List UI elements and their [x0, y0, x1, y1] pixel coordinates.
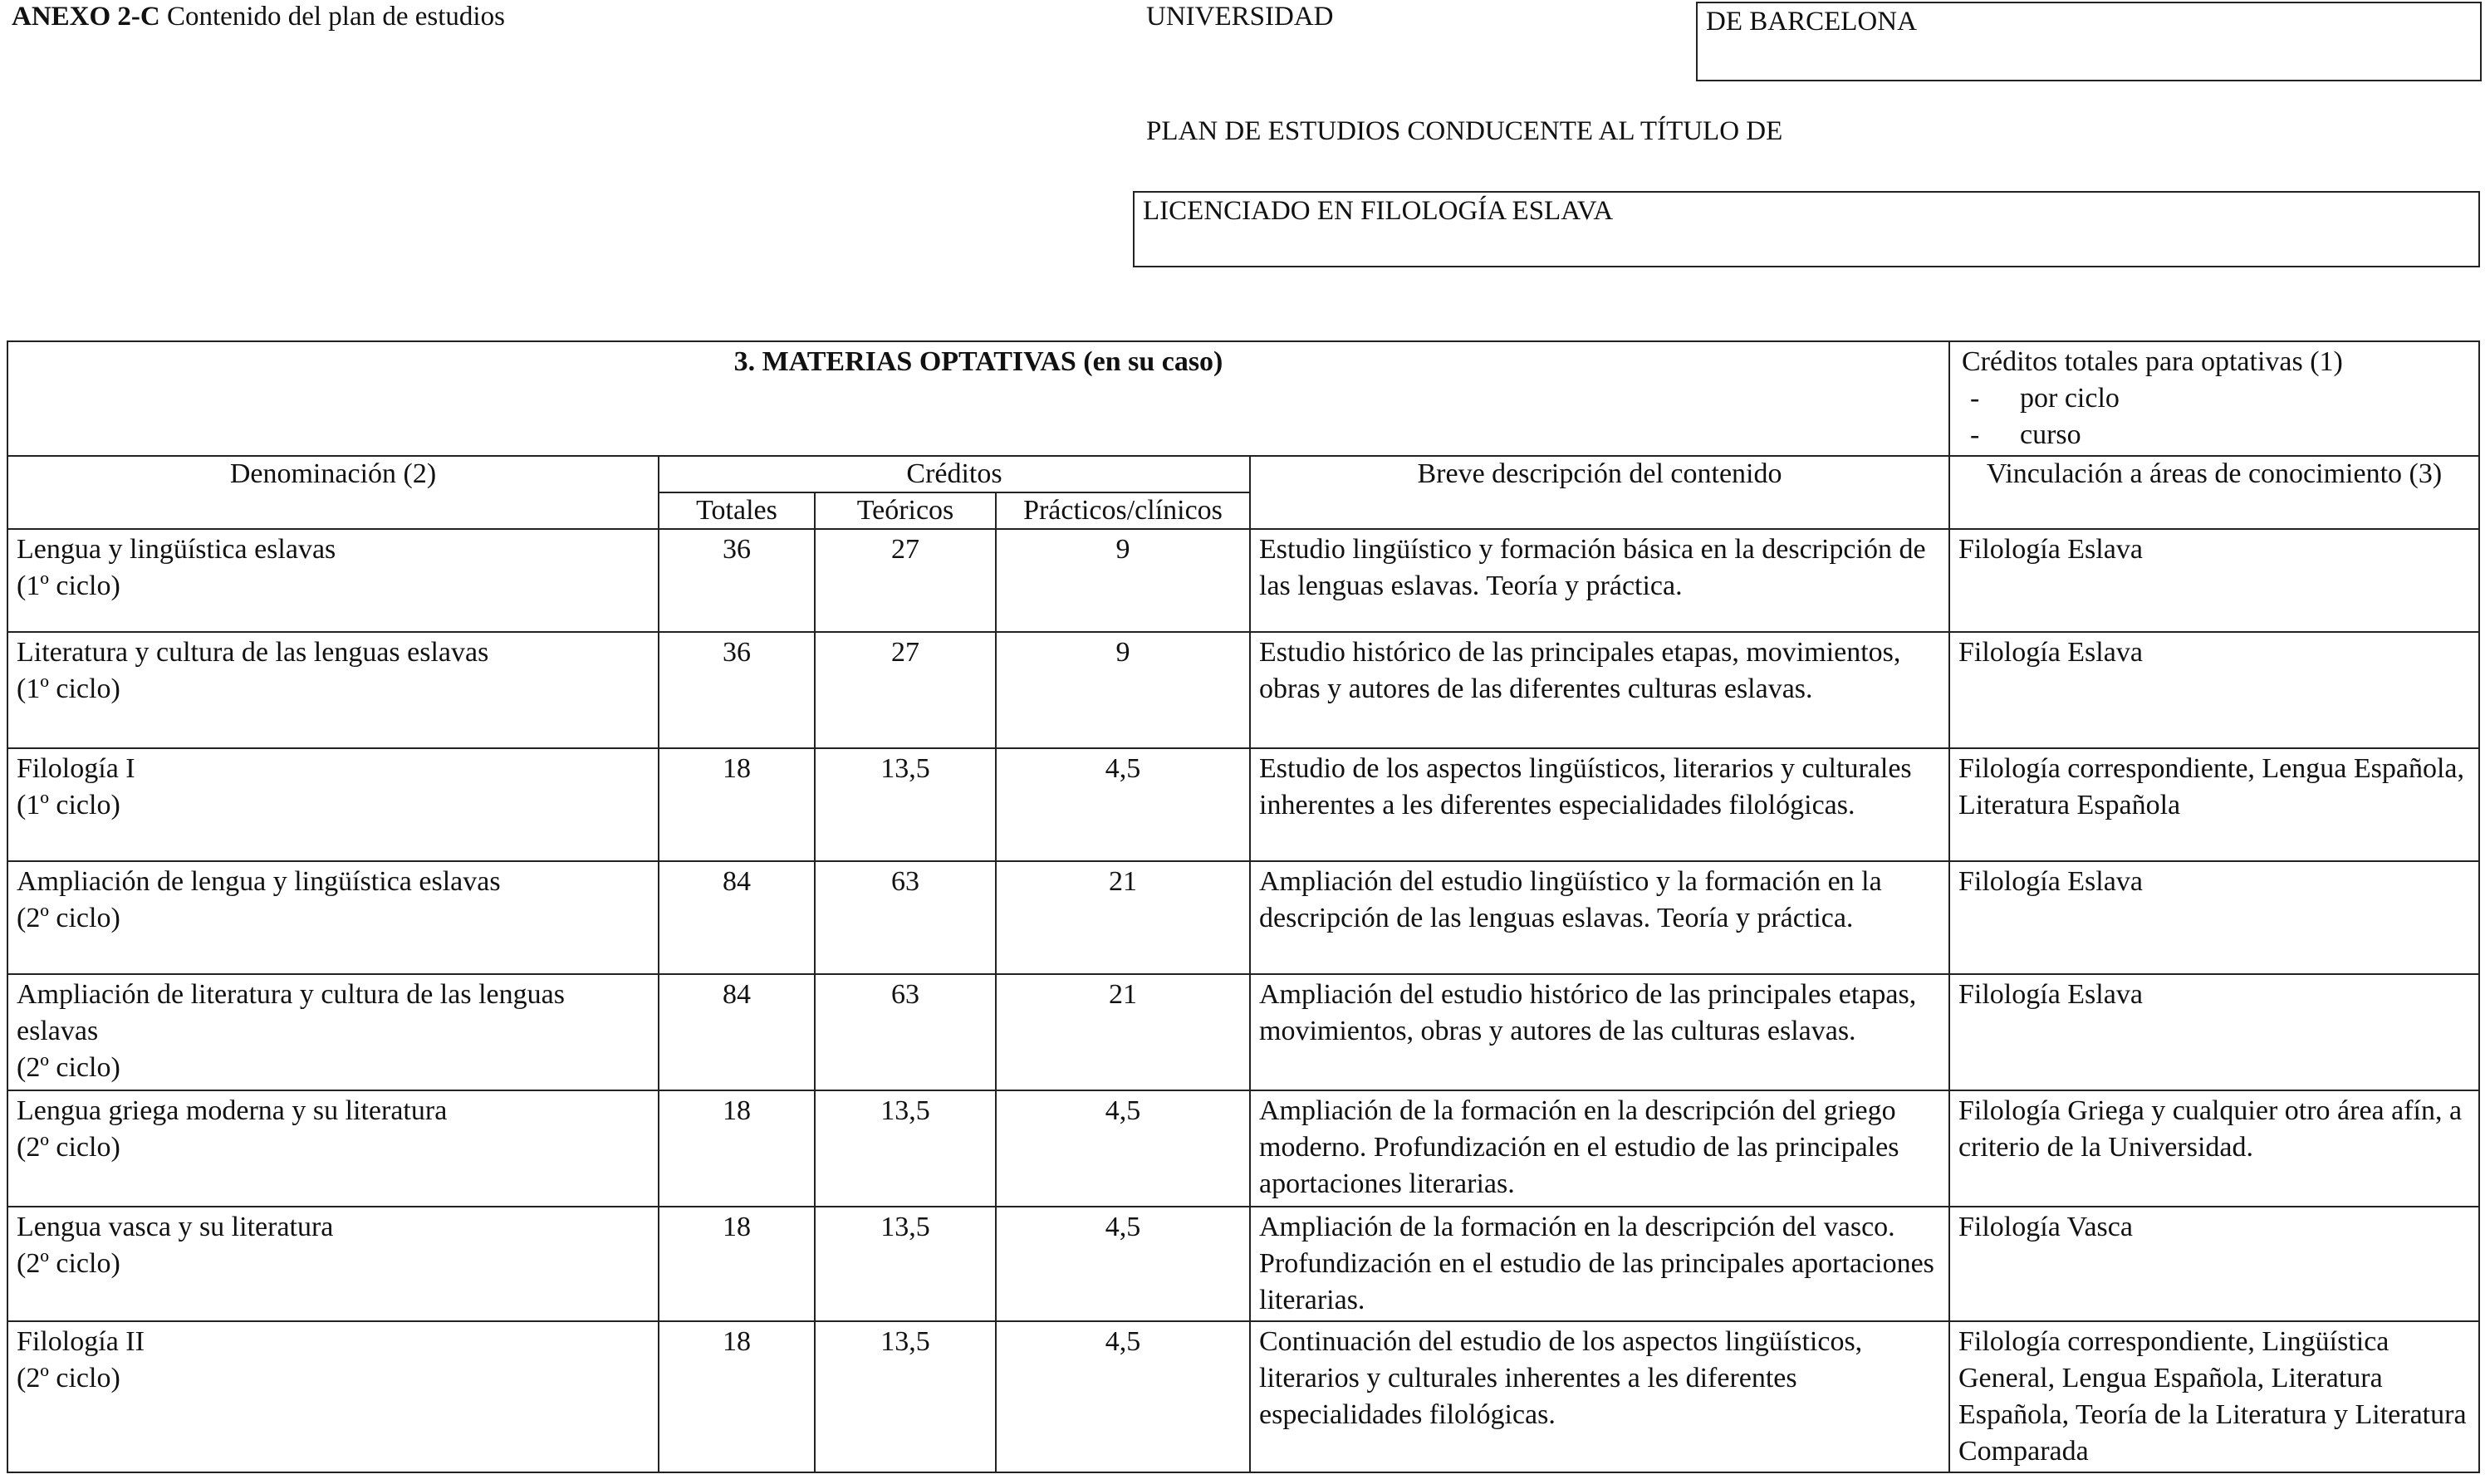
subject-description: Ampliación del estudio histórico de las principales etapas, movimientos, obras y autores de las culturas eslavas.	[1250, 974, 1949, 1090]
col-areas-header: Vinculación a áreas de conocimiento (3)	[1949, 456, 2479, 529]
total-credits-cell	[1949, 341, 2479, 456]
credits-practicos: 21	[996, 861, 1250, 974]
col-teoricos-header: Teóricos	[815, 492, 996, 529]
credits-teoricos: 13,5	[815, 1321, 996, 1472]
total-credits-item: - curso	[1970, 419, 2081, 450]
credits-totales: 18	[659, 748, 815, 861]
subject-description: Ampliación de la formación en la descripción del griego moderno. Profundización en el estudio de las principales aportaciones literarias.	[1250, 1090, 1949, 1207]
credits-teoricos: 13,5	[815, 1090, 996, 1207]
subject-areas: Filología correspondiente, Lingüística General, Lengua Española, Literatura Española, Teoría de la Literatura y Literatura Comparada	[1949, 1321, 2479, 1472]
credits-practicos: 9	[996, 632, 1250, 748]
subject-description: Estudio histórico de las principales etapas, movimientos, obras y autores de las diferentes culturas eslavas.	[1250, 632, 1949, 748]
credits-practicos: 4,5	[996, 1321, 1250, 1472]
table-row	[7, 529, 2479, 632]
plan-label: PLAN DE ESTUDIOS CONDUCENTE AL TÍTULO DE	[1146, 116, 1783, 146]
university-label: UNIVERSIDAD	[1146, 2, 1334, 32]
credits-totales: 18	[659, 1321, 815, 1472]
subject-name: Ampliación de literatura y cultura de las lenguas eslavas (2º ciclo)	[7, 974, 659, 1090]
subject-name: Ampliación de lengua y lingüística eslavas (2º ciclo)	[7, 861, 659, 974]
table-row	[7, 632, 2479, 748]
credits-practicos: 21	[996, 974, 1250, 1090]
table-row	[7, 1207, 2479, 1321]
subject-areas: Filología Eslava	[1949, 974, 2479, 1090]
credits-totales: 18	[659, 1090, 815, 1207]
col-credits-header: Créditos	[659, 456, 1250, 492]
subject-areas: Filología correspondiente, Lengua Española, Literatura Española	[1949, 748, 2479, 861]
table-title: 3. MATERIAS OPTATIVAS (en su caso)	[7, 341, 1949, 456]
credits-teoricos: 13,5	[815, 1207, 996, 1321]
university-box	[1696, 2, 2482, 81]
credits-practicos: 4,5	[996, 748, 1250, 861]
credits-teoricos: 27	[815, 529, 996, 632]
credits-practicos: 4,5	[996, 1207, 1250, 1321]
col-name-header: Denominación (2)	[7, 456, 659, 529]
subject-description: Continuación del estudio de los aspectos lingüísticos, literarios y culturales inherentes a les diferentes especialidades filológicas.	[1250, 1321, 1949, 1472]
credits-teoricos: 27	[815, 632, 996, 748]
subject-name: Filología I (1º ciclo)	[7, 748, 659, 861]
subject-description: Estudio lingüístico y formación básica en la descripción de las lenguas eslavas. Teoría y práctica.	[1250, 529, 1949, 632]
total-credits-heading: Créditos totales para optativas (1)	[1962, 346, 2343, 377]
col-practicos-header: Prácticos/clínicos	[996, 492, 1250, 529]
credits-totales: 18	[659, 1207, 815, 1321]
table-title-row	[7, 341, 2479, 456]
subject-name: Filología II (2º ciclo)	[7, 1321, 659, 1472]
credits-totales: 36	[659, 632, 815, 748]
annex-title: Contenido del plan de estudios	[167, 2, 505, 32]
table-row	[7, 748, 2479, 861]
subject-description: Ampliación de la formación en la descripción del vasco. Profundización en el estudio de las principales aportaciones literarias.	[1250, 1207, 1949, 1321]
credits-teoricos: 13,5	[815, 748, 996, 861]
subject-description: Estudio de los aspectos lingüísticos, literarios y culturales inherentes a les diferentes especialidades filológicas.	[1250, 748, 1949, 861]
table-row	[7, 861, 2479, 974]
subject-name: Lengua vasca y su literatura (2º ciclo)	[7, 1207, 659, 1321]
annex-heading	[12, 0, 505, 33]
credits-practicos: 4,5	[996, 1090, 1250, 1207]
optional-subjects-table	[7, 340, 2480, 1473]
subject-name: Lengua griega moderna y su literatura (2º ciclo)	[7, 1090, 659, 1207]
subject-name: Lengua y lingüística eslavas (1º ciclo)	[7, 529, 659, 632]
subject-areas: Filología Griega y cualquier otro área afín, a criterio de la Universidad.	[1949, 1090, 2479, 1207]
table-row	[7, 1321, 2479, 1472]
credits-totales: 84	[659, 861, 815, 974]
credits-practicos: 9	[996, 529, 1250, 632]
degree-value: LICENCIADO EN FILOLOGÍA ESLAVA	[1143, 196, 1614, 226]
table-row	[7, 974, 2479, 1090]
degree-box	[1133, 191, 2480, 267]
credits-totales: 36	[659, 529, 815, 632]
university-value: DE BARCELONA	[1706, 7, 1917, 37]
credits-teoricos: 63	[815, 974, 996, 1090]
col-totales-header: Totales	[659, 492, 815, 529]
subject-areas: Filología Eslava	[1949, 632, 2479, 748]
credits-totales: 84	[659, 974, 815, 1090]
annex-label: ANEXO 2-C	[12, 2, 160, 32]
subject-description: Ampliación del estudio lingüístico y la formación en la descripción de las lenguas eslavas. Teoría y práctica.	[1250, 861, 1949, 974]
subject-areas: Filología Vasca	[1949, 1207, 2479, 1321]
table-row	[7, 1090, 2479, 1207]
subject-areas: Filología Eslava	[1949, 861, 2479, 974]
credits-teoricos: 63	[815, 861, 996, 974]
col-description-header: Breve descripción del contenido	[1250, 456, 1949, 529]
subject-areas: Filología Eslava	[1949, 529, 2479, 632]
column-header-row	[7, 456, 2479, 492]
total-credits-item: - por ciclo	[1970, 383, 2120, 414]
subject-name: Literatura y cultura de las lenguas eslavas (1º ciclo)	[7, 632, 659, 748]
